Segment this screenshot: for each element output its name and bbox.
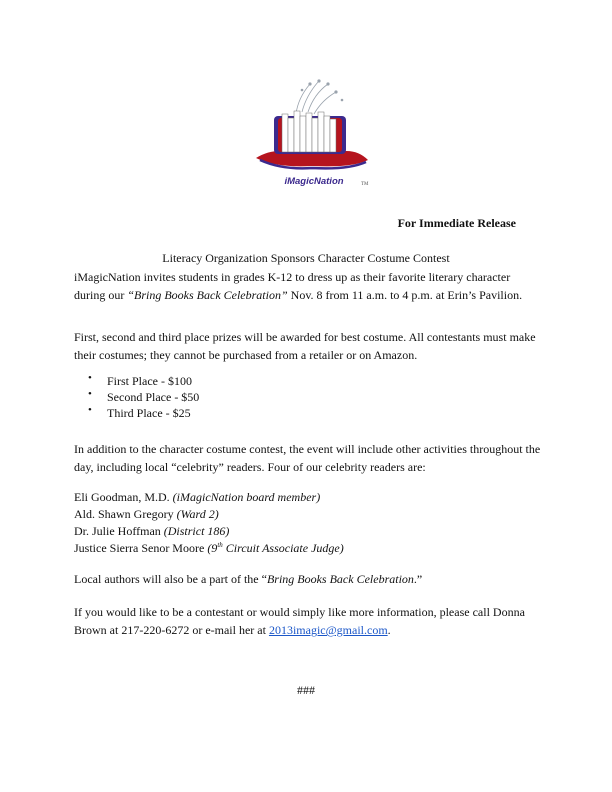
- release-label: For Immediate Release: [397, 216, 516, 230]
- authors-paragraph: Local authors will also be a part of the “Bring Books Back Celebration.”: [74, 572, 423, 586]
- reader-role: (District 186): [163, 524, 230, 538]
- end-mark: ###: [297, 683, 315, 697]
- celebrity-readers-list: [74, 489, 344, 557]
- event-name: “Bring Books Back Celebration”: [127, 288, 288, 302]
- reader-role: (iMagicNation board member): [172, 490, 321, 504]
- contact-paragraph: If you would like to be a contestant or would simply like more information, please call Donna Brown at 217-220-6272 or e-mail her at 2013imagic@gmail.com.: [74, 605, 525, 637]
- list-item: [74, 506, 344, 523]
- reader-name: Justice Sierra Senor Moore: [74, 541, 205, 555]
- intro-text-1: iMagicNation invites students in grades K-12 to dress up as their favorite literary character during our: [74, 270, 511, 302]
- event-name: Bring Books Back Celebration: [266, 572, 414, 586]
- list-item: [74, 540, 344, 557]
- logo-brand-text: iMagicNation: [284, 176, 344, 187]
- reader-name: Ald. Shawn Gregory: [74, 507, 174, 521]
- headline: Literacy Organization Sponsors Character Costume Contest: [162, 251, 450, 265]
- trademark-mark: TM: [361, 182, 369, 187]
- list-item: • Second Place - $50: [88, 389, 199, 405]
- prize-list: [88, 373, 199, 421]
- list-item: [74, 489, 344, 506]
- reader-role: (Ward 2): [176, 507, 219, 521]
- activities-paragraph: In addition to the character costume contest, the event will include other activities throughout the day, including local “celebrity” readers. Four of our celebrity readers are:: [74, 442, 541, 474]
- reader-name: Eli Goodman, M.D.: [74, 490, 170, 504]
- imagicnation-logo: [252, 78, 372, 190]
- list-item: • First Place - $100: [88, 373, 199, 389]
- list-item: [74, 523, 344, 540]
- intro-paragraph: [74, 268, 544, 304]
- reader-role: (9th Circuit Associate Judge): [207, 541, 344, 555]
- list-item: • Third Place - $25: [88, 405, 199, 421]
- reader-name: Dr. Julie Hoffman: [74, 524, 161, 538]
- email-link[interactable]: 2013imagic@gmail.com: [268, 623, 388, 637]
- prizes-paragraph: First, second and third place prizes will be awarded for best costume. All contestants must make their costumes; they cannot be purchased from a retailer or on Amazon.: [74, 330, 536, 362]
- magic-sparkles: [296, 80, 343, 114]
- intro-text-2: Nov. 8 from 11 a.m. to 4 p.m. at Erin’s Pavilion.: [287, 288, 523, 302]
